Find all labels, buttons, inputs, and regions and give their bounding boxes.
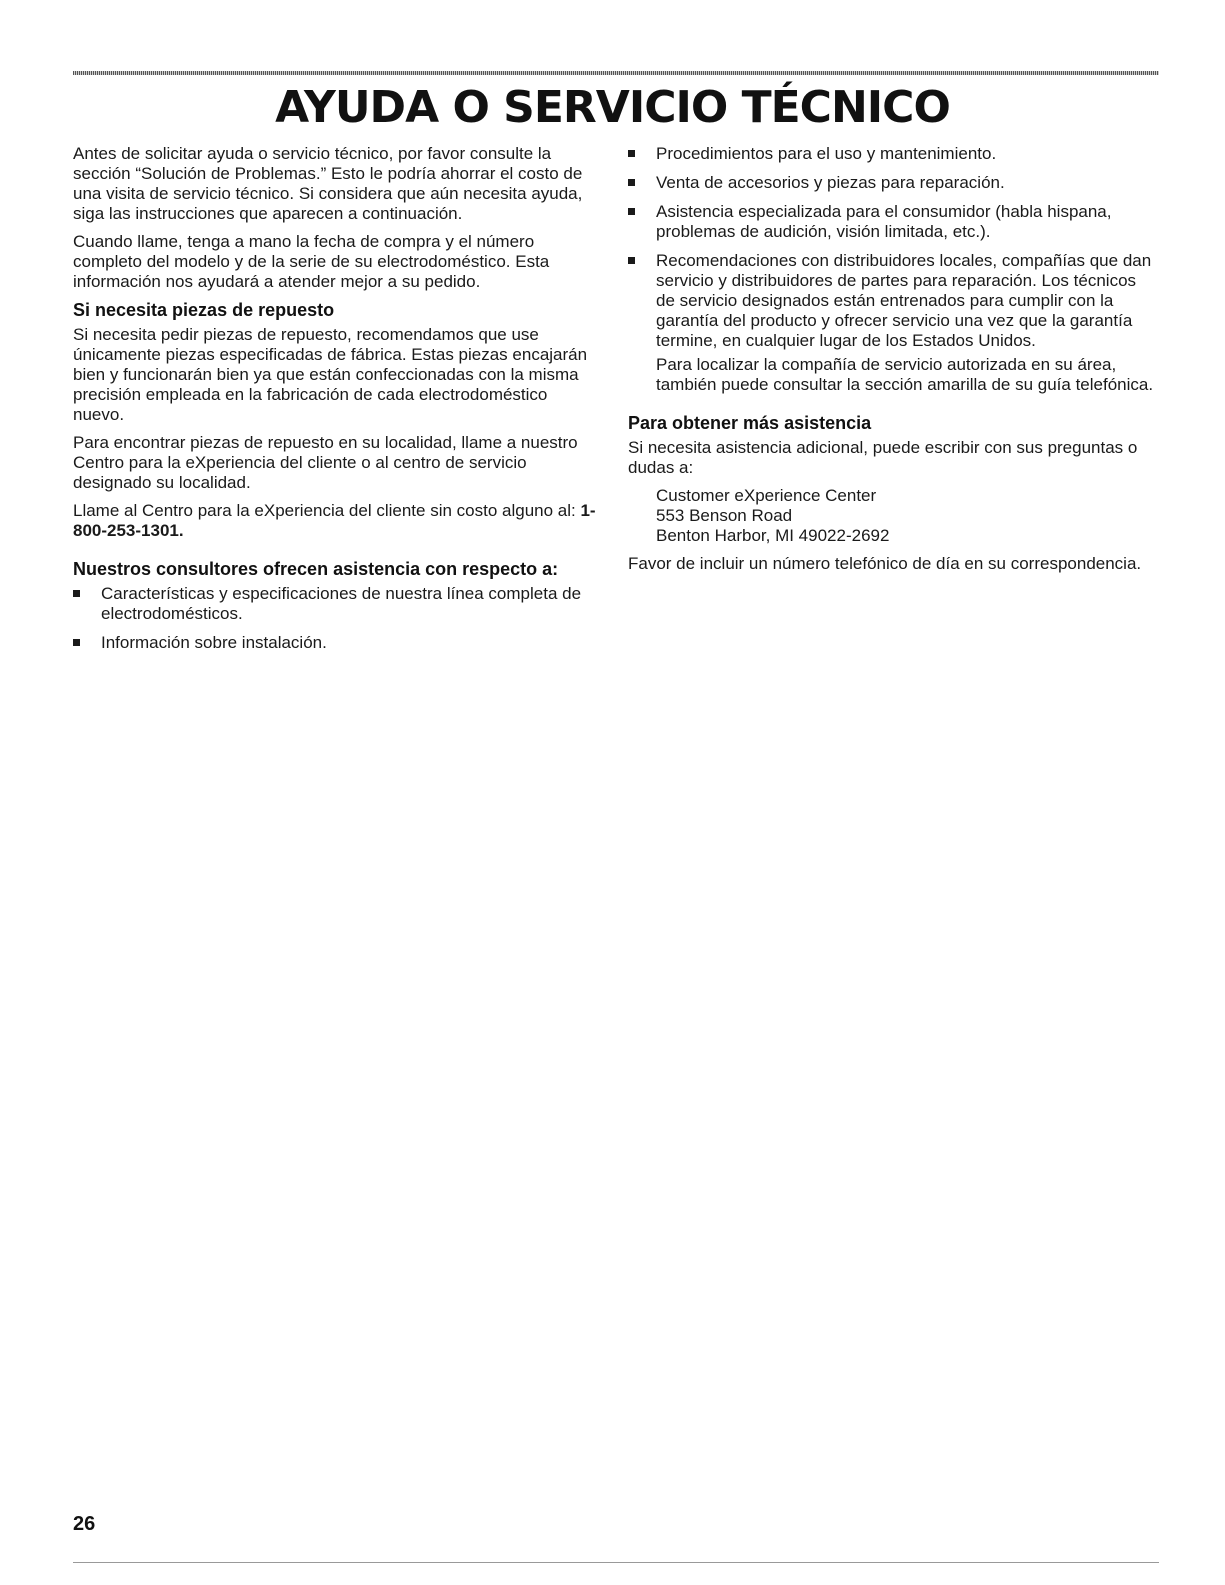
closing-paragraph: Favor de incluir un número telefónico de día en su correspondencia.: [628, 554, 1142, 573]
list-item: [628, 144, 1158, 164]
page-number: 26: [73, 1513, 96, 1535]
call-text: Llame al Centro para la eXperiencia del cliente sin costo alguno al:: [73, 501, 581, 520]
bullet-continuation: Para localizar la compañía de servicio autorizada en su área, también puede consultar la sección amarilla de su guía telefónica.: [656, 355, 1154, 394]
list-item-text: Características y especificaciones de nuestra línea completa de electrodomésticos.: [101, 584, 582, 623]
mailing-address: [628, 486, 1158, 546]
list-item-text: Venta de accesorios y piezas para reparación.: [656, 173, 1005, 192]
list-item: [628, 173, 1158, 193]
square-bullet-icon: [73, 590, 80, 597]
list-item: [73, 633, 598, 653]
intro-paragraph-2: Cuando llame, tenga a mano la fecha de compra y el número completo del modelo y de la serie de su electrodoméstico. Esta información nos ayudará a atender mejor a su pedido.: [73, 232, 550, 291]
heading-more-assistance: Para obtener más asistencia: [628, 413, 872, 433]
address-line: Customer eXperience Center: [656, 486, 877, 505]
address-line: 553 Benson Road: [656, 506, 793, 525]
list-item-text: Recomendaciones con distribuidores locales, compañías que dan servicio y distribuidores de partes para reparación. Los técnicos de servicio designados están entrenados para cumplir con la garantía del producto y ofrecer servicio una vez que la garantía termine, en cualquier lugar de los Estados Unidos.: [656, 251, 1152, 350]
list-item: [628, 251, 1158, 395]
list-item-text: Asistencia especializada para el consumidor (habla hispana, problemas de audición, visión limitada, etc.).: [656, 202, 1112, 241]
heading-consultants: Nuestros consultores ofrecen asistencia con respecto a:: [73, 559, 559, 579]
left-column: [73, 144, 598, 662]
square-bullet-icon: [628, 179, 635, 186]
bottom-rule: [73, 1562, 1159, 1563]
list-item: [73, 584, 598, 624]
top-rule: [73, 71, 1159, 75]
consultants-list: [73, 584, 598, 653]
address-line: Benton Harbor, MI 49022-2692: [656, 526, 890, 545]
list-item: [628, 202, 1158, 242]
heading-replacement-parts: Si necesita piezas de repuesto: [73, 300, 335, 320]
more-assistance-text: Si necesita asistencia adicional, puede escribir con sus preguntas o dudas a:: [628, 438, 1138, 477]
parts-paragraph-1: Si necesita pedir piezas de repuesto, recomendamos que use únicamente piezas especificadas de fábrica. Estas piezas encajarán bien y funcionarán bien ya que están confeccionadas con la misma precisión empleada en la fabricación de cada electrodoméstico nuevo.: [73, 325, 588, 424]
services-list: [628, 144, 1158, 395]
intro-paragraph-1: Antes de solicitar ayuda o servicio técnico, por favor consulte la sección “Solución de Problemas.” Esto le podría ahorrar el costo de una visita de servicio técnico. Si considera que aún necesita ayuda, siga las instrucciones que aparecen a continuación.: [73, 144, 583, 223]
page-title: AYUDA O SERVICIO TÉCNICO: [275, 82, 950, 133]
square-bullet-icon: [628, 257, 635, 264]
parts-paragraph-2: Para encontrar piezas de repuesto en su localidad, llame a nuestro Centro para la eXperiencia del cliente o al centro de servicio designado su localidad.: [73, 433, 578, 492]
square-bullet-icon: [73, 639, 80, 646]
call-paragraph: [73, 501, 598, 541]
square-bullet-icon: [628, 150, 635, 157]
list-item-text: Procedimientos para el uso y mantenimiento.: [656, 144, 997, 163]
list-item-text: Información sobre instalación.: [101, 633, 327, 652]
right-column: [628, 144, 1158, 582]
phone-number: 1-800-253-1301.: [73, 501, 596, 540]
square-bullet-icon: [628, 208, 635, 215]
